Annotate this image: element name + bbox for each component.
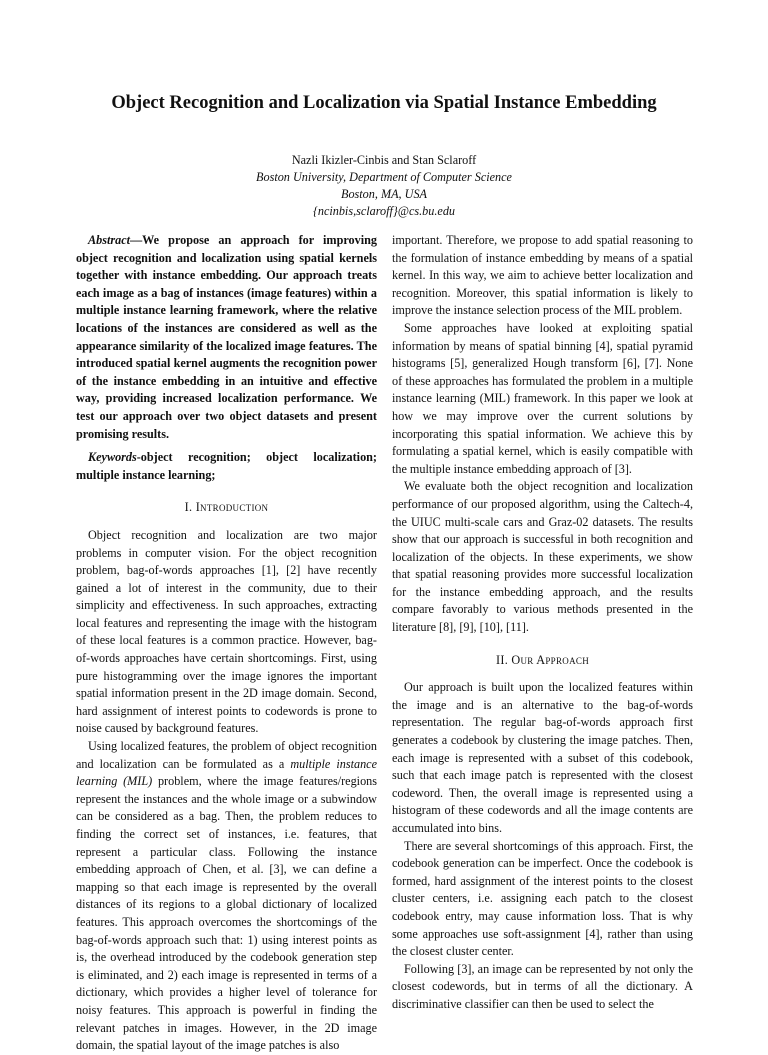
left-column <box>76 232 377 1055</box>
section-heading-introduction: I. Introduction <box>184 500 269 515</box>
intro-paragraph-2-rest: problem, where the image features/regions represent the instances and the whole image or a subwindow can be considered as a bag. Then, the problem reduces to finding the correct set of instances, i.e. features, that represent a particular class. Following the instance embedding approach of Chen, et al. [3], we can define a mapping so that each image is represented by the overall distances of its regions to a global dictionary of localized features. This approach overcomes the shortcomings of the bag-of-words approach such that: 1) using interest points as is, the overhead introduced by the codebook generation step is eliminated, and 2) each image is represented in terms of a dictionary, which provides a higher level of tolerance for noisy features. This approach is powerful in finding the relevant patches in images. However, in the 2D image domain, the spatial layout of the image patches is also <box>76 774 378 1053</box>
abstract <box>76 232 377 443</box>
intro-paragraph-2 <box>76 738 377 1055</box>
approach-paragraph-1: Our approach is built upon the localized features within the image and is an alternative to the bag-of-words representation. The regular bag-of-words approach first generates a codebook by clustering the image patches. Then, each image is represented with a subset of this codebook, such that each image patch is represented with the closest codeword. Then, the overall image is represented using a histogram of these codewords and all the image contents are accumulated into bins. <box>392 680 693 835</box>
author-location: Boston, MA, USA <box>341 187 427 201</box>
intro-paragraph-5: We evaluate both the object recognition and localization performance of our proposed algorithm, using the Caltech-4, the UIUC multi-scale cars and Graz-02 datasets. The results show that our approach is successful in both recognition and localization of the objects. In these experiments, we show that spatial reasoning provides more successful localization for the instance embedding approach, and the results compare favorably to various methods presented in the literature [8], [9], [10], [11]. <box>392 479 693 635</box>
section-heading-approach: II. Our Approach <box>495 652 589 667</box>
author-affiliation: Boston University, Department of Computer Science <box>256 170 512 184</box>
keywords <box>76 449 377 484</box>
intro-paragraph-4: Some approaches have looked at exploiting spatial information by means of spatial binning [4], spatial pyramid histograms [5], generalized Hough transform [6], [7]. None of these approaches has formulated the problem in a multiple instance learning (MIL) framework. In this paper we look at how we may improve over the current solutions by incorporating this spatial information. We achieve this by formulating a spatial kernel, which is easily compatible with the multiple instance embedding approach of [3]. <box>392 320 693 476</box>
mil-term: multiple instance learning (MIL) <box>76 756 377 789</box>
approach-paragraph-2: There are several shortcomings of this approach. First, the codebook generation can be imperfect. Once the codebook is formed, hard assignment of the interest points to the closest cluster centers, i.e. assigning each patch to the closest codebook entry, may cause information loss. That is why some approaches use soft-assignment [4], rather than using the closest cluster center. <box>392 838 693 959</box>
intro-paragraph-2-start: Using localized features, the problem of object recognition and localization can be formulated as a <box>76 739 377 771</box>
abstract-label: Abstract <box>88 233 130 247</box>
author-email: {ncinbis,sclaroff}@cs.bu.edu <box>312 204 456 218</box>
author-block <box>40 152 728 220</box>
keywords-label: Keywords <box>88 450 137 465</box>
author-names: Nazli Ikizler-Cinbis and Stan Sclaroff <box>291 153 477 167</box>
approach-paragraph-3: Following [3], an image can be represented by not only the closest codewords, but in terms of all the dictionary. A discriminative classifier can then be used to select the <box>392 961 693 1011</box>
keywords-text: -object recognition; object localization; multiple instance learning; <box>76 450 377 482</box>
right-column <box>392 232 693 1014</box>
intro-paragraph-1: Object recognition and localization are two major problems in computer vision. For the object recognition problem, bag-of-words approaches [1], [2] have recently gained a lot of interest in the community, due to their simplicity and effectiveness. In such approaches, extracting local features and representing the image with the histogram of these local features is a common practice. However, bag-of-words approaches have certain shortcomings. First, using pure histogramming over the image ignores the important spatial information present in the 2D image domain. Second, hard assignment of interest points to codewords is prone to noise caused by background features. <box>76 527 377 736</box>
paper-title: Object Recognition and Localization via Spatial Instance Embedding <box>111 93 657 113</box>
abstract-text: —We propose an approach for improving object recognition and localization using spatial kernels together with instance embedding. Our approach treats each image as a bag of instances (image features) within a multiple instance learning framework, where the relative locations of the instances are considered as well as the appearance similarity of the localized image features. The introduced spatial kernel augments the recognition power of the instance embedding in an intuitive and effective way, providing increased localization performance. We test our approach over two object datasets and present promising results. <box>76 233 377 441</box>
intro-paragraph-3: important. Therefore, we propose to add spatial reasoning to the formulation of instance embedding by means of a spatial kernel. In this way, we aim to achieve better localization and recognition. Moreover, this spatial information is likely to improve the instance selection process of the MIL problem. <box>392 233 693 318</box>
